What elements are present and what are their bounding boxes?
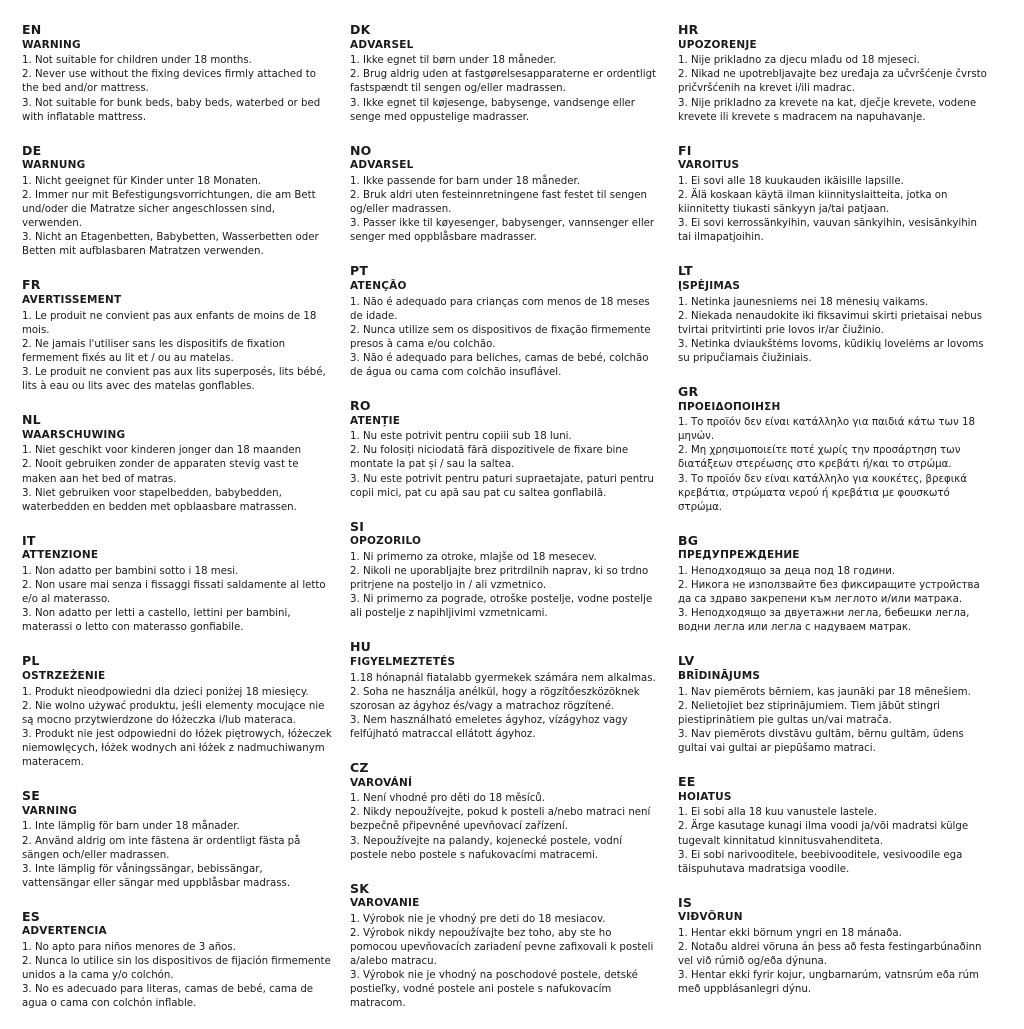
warning-heading: ATTENZIONE <box>22 549 99 562</box>
warning-line: 1. Nu este potrivit pentru copiii sub 18 luni. <box>350 431 572 443</box>
warning-heading: ΠΡΟΕΙΔΟΠΟΙΗΣΗ <box>678 400 781 413</box>
warning-lines <box>22 444 332 514</box>
warning-line: 3. Nije prikladno za krevete na kat, dječje krevete, vodene krevete ili krevete s madracem na napuhavanje. <box>678 97 977 123</box>
language-code: LV <box>678 653 695 669</box>
language-code: PL <box>22 653 40 669</box>
language-block-ro <box>350 398 660 501</box>
warning-line: 1. Nicht geeignet für Kinder unter 18 Monaten. <box>22 175 262 187</box>
warning-line: 3. Неподходящо за двуетажни легла, бебешки легла, водни легла или легла с надуваем матрак. <box>678 608 970 634</box>
warning-line: 2. Nunca utilize sem os dispositivos de fixação firmemente presos à cama e/ou colchão. <box>350 324 651 350</box>
warning-line: 1. Ikke passende for barn under 18 måneder. <box>350 175 580 187</box>
warning-lines <box>350 296 660 380</box>
language-code: PT <box>350 263 369 279</box>
warning-lines <box>22 565 332 635</box>
language-block-ee <box>678 774 988 877</box>
warning-line: 3. Nem használható emeletes ágyhoz, vízágyhoz vagy felfújható matraccal ellátott ágyhoz. <box>350 714 628 740</box>
warning-heading: WARNING <box>22 38 81 51</box>
warning-heading: ПРЕДУПРЕЖДЕНИЕ <box>678 549 800 562</box>
warning-line: 3. Não é adequado para beliches, camas de bebé, colchão de água ou cama com colchão insuflável. <box>350 352 649 378</box>
language-code: RO <box>350 398 371 414</box>
language-block-hr <box>678 22 988 125</box>
warning-lines <box>22 941 332 1011</box>
language-code: SI <box>350 518 365 534</box>
warning-line: 1. Неподходящо за деца под 18 години. <box>678 566 896 578</box>
warning-line: 1. Ei sobi alla 18 kuu vanustele lastele. <box>678 807 877 819</box>
warning-heading: ADVARSEL <box>350 159 414 172</box>
language-code: FI <box>678 142 692 158</box>
warning-heading: ĮSPĖJIMAS <box>678 279 741 292</box>
warning-line: 3. Nav piemērots divstāvu gultām, bērnu gultām, ūdens gultai vai gultai ar piepūšamo matraci. <box>678 728 964 755</box>
warning-line: 3. Nicht an Etagenbetten, Babybetten, Wasserbetten oder Betten mit aufblasbaren Matratzen verwenden. <box>22 232 319 258</box>
warning-heading: BRĪDINĀJUMS <box>678 670 761 683</box>
warning-line: 2. Never use without the fixing devices firmly attached to the bed and/or mattress. <box>22 69 316 95</box>
language-block-es <box>22 909 332 1012</box>
language-code: IS <box>678 894 693 910</box>
warning-line: 2. Nikdy nepoužívejte, pokud k posteli a/nebo matraci není bezpečně připevněné upevňovací zařízení. <box>350 807 651 833</box>
language-code: HR <box>678 22 699 37</box>
warning-line: 2. Soha ne használja anélkül, hogy a rögzítőeszközöknek szorosan az ágyhoz és/vagy a matrachoz rögzítené. <box>350 686 640 712</box>
warning-line: 2. Immer nur mit Befestigungsvorrichtungen, die am Bett und/oder die Matratze sicher angeschlossen sind, verwenden. <box>22 190 316 230</box>
warning-lines <box>350 913 660 1012</box>
warning-heading: ATENȚIE <box>350 414 401 427</box>
warning-line: 2. Nikad ne upotrebljavajte bez uređaja za učvršćenje čvrsto pričvršćenih na krevet i/ili madrac. <box>678 69 987 95</box>
language-block-lt <box>678 263 988 366</box>
warning-lines <box>678 686 988 756</box>
warning-line: 2. Nu folosiți niciodată fără dispozitivele de fixare bine montate la pat și / sau la saltea. <box>350 445 629 471</box>
language-block-pt <box>350 263 660 380</box>
warning-lines <box>350 792 660 862</box>
warning-line: 1. Ei sovi alle 18 kuukauden ikäisille lapsille. <box>678 175 904 187</box>
warning-heading: ADVERTENCIA <box>22 925 107 938</box>
warning-line: 3. Ni primerno za pograde, otroške postelje, vodne postelje ali postelje z napihljivimi vzmetnicami. <box>350 594 653 620</box>
warning-line: 1. Ikke egnet til børn under 18 måneder. <box>350 55 557 67</box>
warning-lines <box>22 310 332 394</box>
warning-line: 2. Никога не използвайте без фиксиращите устройства да са здраво закрепени към леглото и/или матрака. <box>678 580 980 606</box>
warning-line: 3. No es adecuado para literas, camas de bebé, cama de agua o cama con colchón inflable. <box>22 984 314 1010</box>
warning-heading: ADVARSEL <box>350 38 414 51</box>
warning-line: 2. Nooit gebruiken zonder de apparaten stevig vast te maken aan het bed of matras. <box>22 459 299 485</box>
warning-line: 3. Nepoužívejte na palandy, kojenecké postele, vodní postele nebo postele s nafukovacími matracemi. <box>350 835 623 861</box>
warning-lines <box>350 175 660 245</box>
language-block-si <box>350 519 660 622</box>
warning-lines <box>678 54 988 124</box>
column-2 <box>350 22 678 1029</box>
language-block-gr <box>678 384 988 515</box>
warning-line: 2. Niekada nenaudokite iki fiksavimui skirti prietaisai nebus tvirtai pritvirtinti prie lovos ir/ar čiužinio. <box>678 310 983 336</box>
language-block-sk <box>350 881 660 1012</box>
language-block-no <box>350 143 660 246</box>
warning-lines <box>22 54 332 124</box>
warning-lines <box>678 296 988 366</box>
warning-line: 3. Hentar ekki fyrir kojur, ungbarnarúm, vatnsrúm eða rúm með uppblásanlegri dýnu. <box>678 970 979 996</box>
warning-heading: OSTRZEŻENIE <box>22 670 106 683</box>
warning-line: 2. Nie wolno używać produktu, jeśli elementy mocujące nie są mocno przytwierdzone do łóżeczka i/lub materaca. <box>22 700 325 726</box>
warning-line: 1. Le produit ne convient pas aux enfants de moins de 18 mois. <box>22 310 317 336</box>
warning-line: 1. Netinka jaunesniems nei 18 mėnesių vaikams. <box>678 296 929 308</box>
language-block-is <box>678 895 988 998</box>
warning-lines <box>22 820 332 890</box>
warning-line: 2. Älä koskaan käytä ilman kiinnityslaitteita, jotka on kiinnitetty tiukasti sänkyyn ja/tai patjaan. <box>678 190 948 216</box>
column-3 <box>678 22 1006 1015</box>
language-block-cz <box>350 760 660 863</box>
warning-line: 3. Výrobok nie je vhodný na poschodové postele, detské postieľky, vodné postele ani postele s nafukovacím matracom. <box>350 970 638 1010</box>
warning-line: 2. Använd aldrig om inte fästena är ordentligt fästa på sängen och/eller madrassen. <box>22 835 301 861</box>
warning-heading: VAROITUS <box>678 159 740 172</box>
language-code: FR <box>22 277 41 293</box>
warning-line: 3. Produkt nie jest odpowiedni do łóżek piętrowych, łóżeczek niemowlęcych, łóżek wodnych ani łóżek z nadmuchiwanym materacem. <box>22 728 332 769</box>
language-code: EN <box>22 22 42 37</box>
language-block-pl <box>22 653 332 770</box>
language-block-lv <box>678 653 988 756</box>
warning-heading: HOIATUS <box>678 790 732 803</box>
warning-lines <box>22 175 332 259</box>
language-code: IT <box>22 532 36 548</box>
columns-container <box>22 22 1006 1014</box>
warning-line: 1. No apto para niños menores de 3 años. <box>22 942 236 954</box>
warning-heading: WAARSCHUWING <box>22 428 126 441</box>
warning-line: 3. Niet gebruiken voor stapelbedden, babybedden, waterbedden en bedden met opblaasbare matrassen. <box>22 487 297 513</box>
language-code: DK <box>350 22 371 37</box>
warning-heading: UPOZORENJE <box>678 38 757 51</box>
warning-line: 1. Το προϊόν δεν είναι κατάλληλο για παιδιά κάτω των 18 μηνών. <box>678 417 975 443</box>
warning-lines <box>678 927 988 997</box>
warning-lines <box>678 416 988 515</box>
warning-heading: VAROVÁNÍ <box>350 776 413 789</box>
warning-heading: OPOZORILO <box>350 535 422 548</box>
warning-line: 1. Ni primerno za otroke, mlajše od 18 mesecev. <box>350 551 597 563</box>
warning-line: 1. Not suitable for children under 18 months. <box>22 55 252 67</box>
warning-line: 3. Not suitable for bunk beds, baby beds, waterbed or bed with inflatable mattress. <box>22 97 321 123</box>
warning-line: 2. Nelietojiet bez stiprinājumiem. Tiem jābūt stingri piestiprinātiem pie gultas un/vai matrača. <box>678 700 940 726</box>
warning-line: 3. Nu este potrivit pentru paturi supraetajate, paturi pentru copii mici, pat cu apă sau pat cu saltea gonflabilă. <box>350 473 654 499</box>
warning-line: 3. Le produit ne convient pas aux lits superposés, lits bébé, lits à eau ou lits avec des matelas gonflables. <box>22 366 326 393</box>
warning-lines <box>22 686 332 770</box>
warning-line: 3. Ei sovi kerrossänkyihin, vauvan sänkyihin, vesisänkyihin tai ilmapatjoihin. <box>678 218 977 244</box>
warning-lines <box>350 430 660 500</box>
warning-line: 3. Passer ikke til køyesenger, babysenger, vannsenger eller senger med oppblåsbare madrasser. <box>350 218 655 244</box>
warning-line: 2. Bruk aldri uten festeinnretningene fast festet til sengen og/eller madrassen. <box>350 190 647 216</box>
warning-line: 2. Ärge kasutage kunagi ilma voodi ja/või madratsi külge tugevalt kinnitatud kinnitusvahenditeta. <box>678 821 969 847</box>
language-block-se <box>22 788 332 891</box>
warning-heading: VAROVANIE <box>350 897 420 910</box>
warning-line: 2. Nikoli ne uporabljajte brez pritrdilnih naprav, ki so trdno pritrjene na posteljo in / ali vzmetnico. <box>350 566 649 592</box>
language-code: HU <box>350 639 372 655</box>
language-block-en <box>22 22 332 125</box>
warning-lines <box>678 175 988 245</box>
warning-line: 1. Nav piemērots bērniem, kas jaunāki par 18 mēnešiem. <box>678 686 971 698</box>
warning-line: 3. Ikke egnet til køjesenge, babysenge, vandsenge eller senge med oppustelige madrasser. <box>350 97 635 123</box>
warning-line: 1. Není vhodné pro děti do 18 měsíců. <box>350 793 545 805</box>
warning-heading: AVERTISSEMENT <box>22 294 122 307</box>
language-block-dk <box>350 22 660 125</box>
language-code: DE <box>22 142 42 158</box>
warning-heading: FIGYELMEZTETÉS <box>350 655 456 668</box>
warning-line: 1. Nije prikladno za djecu mlađu od 18 mjeseci. <box>678 55 920 67</box>
warning-line: 3. Inte lämplig för våningssängar, bebissängar, vattensängar eller sängar med uppblåsbar madrass. <box>22 863 291 889</box>
warning-line: 2. Brug aldrig uden at fastgørelsesapparaterne er ordentligt fastspændt til sengen og/eller madrassen. <box>350 69 657 95</box>
warning-line: 1. Não é adequado para crianças com menos de 18 meses de idade. <box>350 296 650 322</box>
warning-heading: ATENÇÃO <box>350 279 407 292</box>
language-code: ES <box>22 908 40 924</box>
language-code: SK <box>350 880 370 896</box>
language-block-fi <box>678 143 988 246</box>
warning-line: 2. Μη χρησιμοποιείτε ποτέ χωρίς την προσάρτηση των διατάξεων στερέωσης στο κρεβάτι ή/και το στρώμα. <box>678 445 961 471</box>
language-block-hu <box>350 639 660 742</box>
language-code: CZ <box>350 760 369 776</box>
warning-line: 1. Inte lämplig för barn under 18 månader. <box>22 821 240 833</box>
warning-lines <box>678 565 988 635</box>
warning-line: 3. Το προϊόν δεν είναι κατάλληλο για κουκέτες, βρεφικά κρεβάτια, στρώματα νερού ή κρεβάτια με φουσκωτό στρώμα. <box>678 473 967 513</box>
language-block-de <box>22 143 332 260</box>
language-code: GR <box>678 383 699 399</box>
language-code: NO <box>350 142 372 158</box>
language-code: BG <box>678 532 699 548</box>
warning-line: 3. Ei sobi narivooditele, beebivooditele, vesivoodile ega täispuhutava madratsiga voodile. <box>678 849 963 875</box>
warning-line: 3. Non adatto per letti a castello, lettini per bambini, materassi o letto con materasso gonfiabile. <box>22 608 291 634</box>
warning-lines <box>678 806 988 876</box>
language-code: NL <box>22 412 41 428</box>
warning-lines <box>350 672 660 742</box>
language-block-bg <box>678 533 988 636</box>
warning-line: 2. Ne jamais l'utiliser sans les dispositifs de fixation fermement fixés au lit et / ou au matelas. <box>22 338 286 364</box>
language-code: EE <box>678 774 696 790</box>
warning-line: 2. Nunca lo utilice sin los dispositivos de fijación firmemente unidos a la cama y/o colchón. <box>22 956 331 982</box>
language-code: SE <box>22 788 40 804</box>
warning-line: 2. Výrobok nikdy nepoužívajte bez toho, aby ste ho pomocou upevňovacích zariadení pevne zafixovali k posteli a/alebo matracu. <box>350 928 654 968</box>
warning-line: 1. Hentar ekki börnum yngri en 18 mánaða. <box>678 928 902 940</box>
warning-line: 1. Non adatto per bambini sotto i 18 mesi. <box>22 566 239 578</box>
warning-line: 1. Výrobok nie je vhodný pre deti do 18 mesiacov. <box>350 913 606 925</box>
language-block-it <box>22 533 332 636</box>
language-block-nl <box>22 412 332 515</box>
language-code: LT <box>678 263 693 279</box>
warning-heading: VIÐVÖRUN <box>678 911 743 924</box>
warning-heading: VARNING <box>22 804 78 817</box>
warning-line: 3. Netinka dviaukštėms lovoms, kūdikių lovelėms ar lovoms su pripučiamais čiužiniais. <box>678 338 984 364</box>
warning-line: 1. Produkt nieodpowiedni dla dzieci poniżej 18 miesięcy. <box>22 686 309 698</box>
warning-heading: WARNUNG <box>22 159 86 172</box>
warning-line: 2. Non usare mai senza i fissaggi fissati saldamente al letto e/o al materasso. <box>22 580 326 606</box>
warning-line: 1. Niet geschikt voor kinderen jonger dan 18 maanden <box>22 445 302 457</box>
warning-line: 2. Notaðu aldrei vöruna án þess að festa festingarbúnaðinn vel við rúmið og/eða dýnuna. <box>678 942 982 968</box>
column-1 <box>22 22 350 1029</box>
warning-line: 1.18 hónapnál fiatalabb gyermekek számára nem alkalmas. <box>350 672 656 684</box>
language-block-fr <box>22 277 332 394</box>
warning-lines <box>350 54 660 124</box>
warning-lines <box>350 551 660 621</box>
